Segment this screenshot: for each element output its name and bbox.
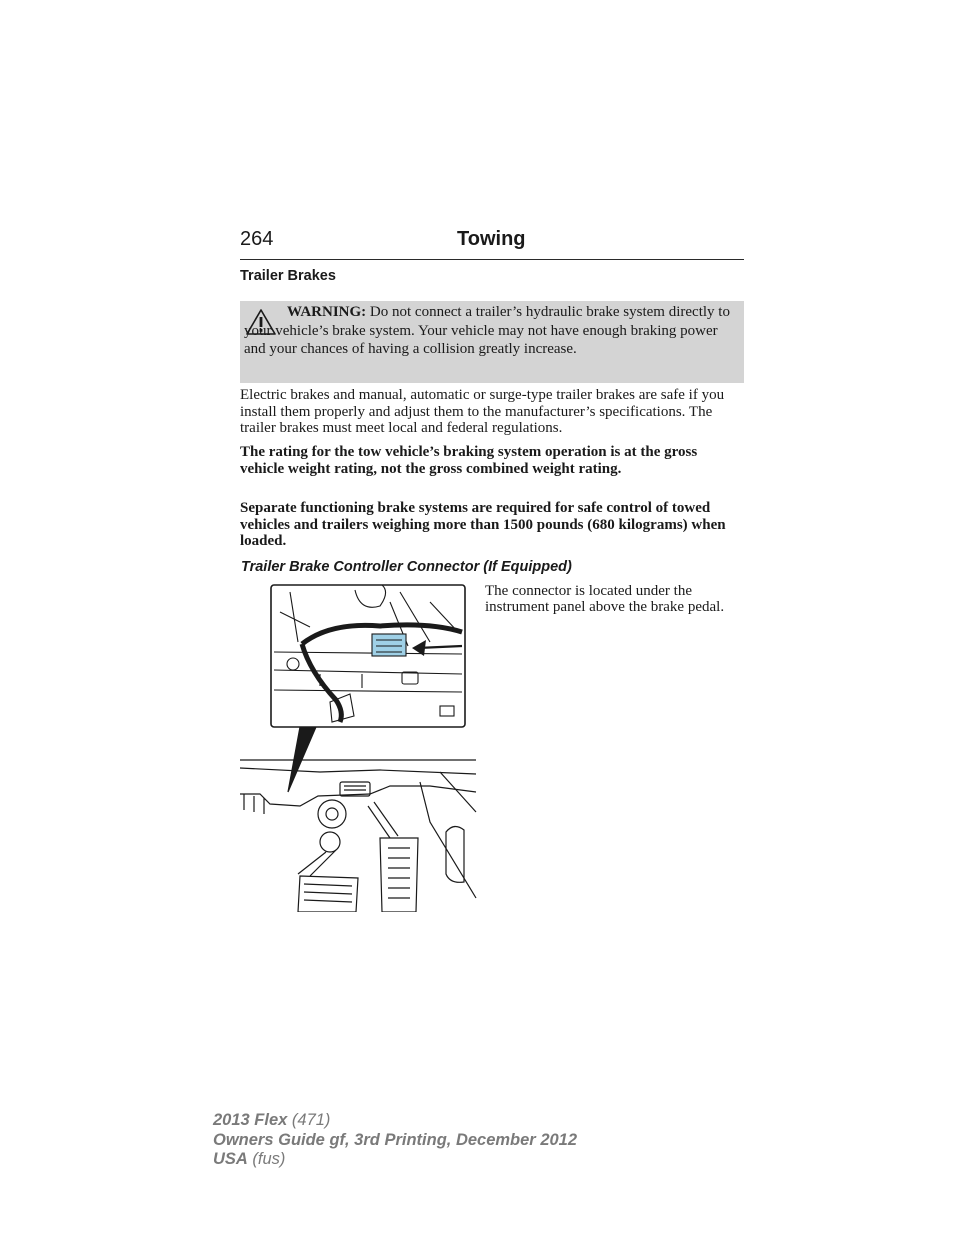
connector-description: The connector is located under the instrument panel above the brake pedal. [485, 583, 725, 616]
footer-model-line [213, 1111, 577, 1131]
page-header [240, 228, 744, 260]
page-footer [213, 1111, 577, 1170]
brake-connector-illustration [240, 582, 478, 912]
page-number: 264 [240, 228, 274, 250]
footer-model: 2013 Flex [213, 1111, 288, 1129]
paragraph-separate-brakes: Separate functioning brake systems are required for safe control of towed vehicles and trailers weighing more than 1500 pounds (680 kilograms) when loaded. [240, 500, 726, 549]
warning-body: Do not connect a trailer’s hydraulic brake system directly to your vehicle’s brake system. Your vehicle may not have enough braking power and your chances of having a collision greatly increase. [244, 304, 730, 358]
footer-guide: Owners Guide gf, 3rd Printing, December 2012 [213, 1130, 578, 1149]
chapter-title: Towing [457, 228, 526, 250]
section-title: Trailer Brakes [240, 268, 336, 284]
footer-region: USA [213, 1150, 248, 1168]
footer-region-code: (fus) [247, 1150, 286, 1168]
subsection-title: Trailer Brake Controller Connector (If Equipped) [241, 559, 572, 575]
warning-text [244, 303, 742, 359]
paragraph-braking-rating: The rating for the tow vehicle’s braking system operation is at the gross vehicle weight rating, not the gross combined weight rating. [240, 444, 698, 477]
warning-box [240, 301, 744, 383]
footer-region-line [213, 1150, 577, 1170]
footer-model-code: (471) [287, 1111, 331, 1129]
warning-label: WARNING: [287, 304, 367, 320]
paragraph-electric-brakes: Electric brakes and manual, automatic or surge-type trailer brakes are safe if you install them properly and adjust them to the manufacturer’s specifications. The trailer brakes must meet local and federal regulations. [240, 387, 725, 436]
